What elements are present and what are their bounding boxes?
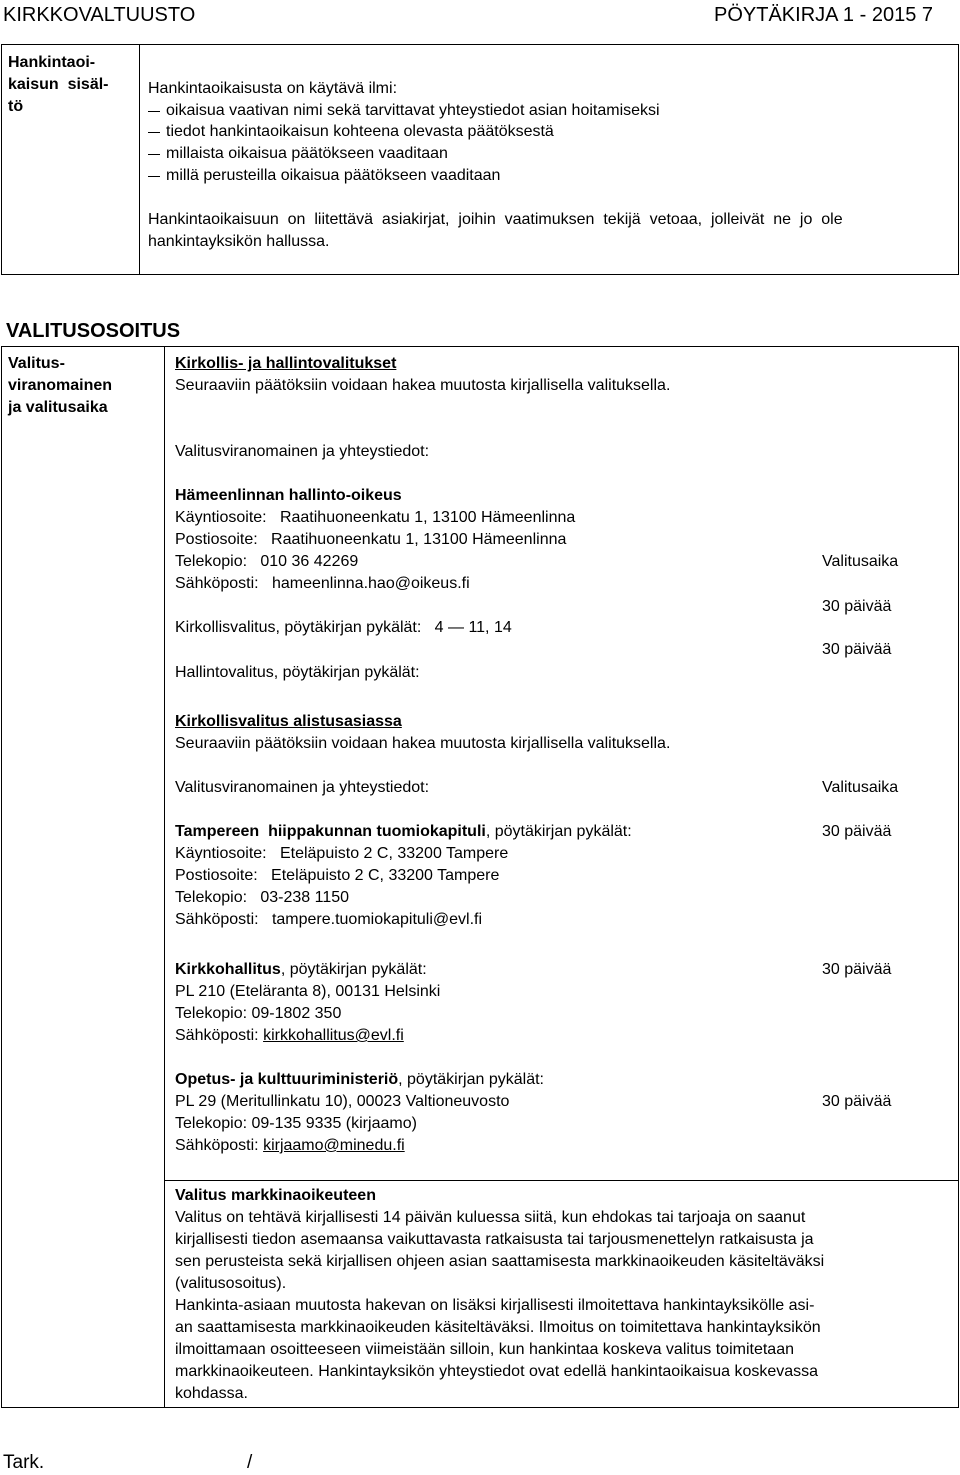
opetus-email-line [175,1135,405,1156]
kirkkohallitus-heading [175,959,427,980]
valitusosoitus-title: VALITUSOSOITUS [6,320,181,342]
hankinta-intro: Hankintaoikaisusta on käytävä ilmi: [148,80,398,97]
tampere-line: Postiosoite: Eteläpuisto 2 C, 33200 Tampere [175,867,500,884]
markkina-line: an saattamisesta markkinaoikeuden käsiteltäväksi. Ilmoitus on toimitettava hankintayksikön [175,1319,821,1336]
valitusaika-label-2: Valitusaika [822,779,899,796]
hankinta-side-label-1: Hankintaoi- [8,54,96,71]
footer-slash: / [247,1452,253,1473]
valitus-side-label-2: viranomainen [8,377,113,394]
hameenlinna-name: Hämeenlinnan hallinto-oikeus [175,487,402,504]
tampere-suffix: , pöytäkirjan pykälät: [485,823,632,840]
kirkkohallitus-email-link[interactable]: kirkkohallitus@evl.fi [263,1027,404,1044]
bullet-dash [148,111,160,112]
tampere-line: Telekopio: 03-238 1150 [175,889,350,906]
hameenlinna-line: Sähköposti: hameenlinna.hao@oikeus.fi [175,575,470,592]
opetus-suffix: , pöytäkirjan pykälät: [398,1071,544,1088]
markkina-line: sen perusteista sekä kirjallisen ohjeen asian saattamisesta markkinaoikeuden käsiteltäväksi [175,1253,825,1270]
hankinta-divider [139,44,140,275]
markkina-heading: Valitus markkinaoikeuteen [175,1187,376,1204]
hameenlinna-line: Käyntiosoite: Raatihuoneenkatu 1, 13100 Hämeenlinna [175,509,576,526]
kirkkohallitus-line: PL 210 (Eteläranta 8), 00131 Helsinki [175,983,441,1000]
bullet-dash [148,154,160,155]
alistus-heading: Kirkollisvalitus alistusasiassa [175,713,402,730]
hankinta-side-label-3: tö [8,98,24,115]
tampere-line: Sähköposti: tampere.tuomiokapituli@evl.fi [175,911,483,928]
alistus-intro: Seuraaviin päätöksiin voidaan hakea muutosta kirjallisella valituksella. [175,735,671,752]
hankinta-box [1,44,959,275]
opetus-email-link[interactable]: kirjaamo@minedu.fi [263,1137,405,1154]
valitus-side-label-1: Valitus- [8,355,65,372]
markkina-line: ilmoittamaan osoitteeseen viimeistään silloin, kun hankintaa koskeva valitus toimitetaan [175,1341,794,1358]
valitusaika-days: 30 päivää [822,598,892,615]
tampere-days: 30 päivää [822,823,892,840]
contact-heading-1: Valitusviranomainen ja yhteystiedot: [175,443,430,460]
kirkkohallitus-name: Kirkkohallitus [175,961,281,978]
markkina-line: Hankinta-asiaan muutosta hakevan on lisäksi kirjallisesti ilmoitettava hankintayksikölle asi- [175,1297,815,1314]
bullet-dash [148,176,160,177]
markkina-line: kirjallisesti tiedon asemaansa vaikuttavasta ratkaisusta tai tarjousmenettelyn ratkaisusta ja [175,1231,814,1248]
kirkollisvalitus-line: Kirkollisvalitus, pöytäkirjan pykälät: 4 — 11, 14 [175,619,512,636]
hameenlinna-line: Telekopio: 010 36 42269 [175,553,359,570]
document-title: KIRKKOVALTUUSTO [3,4,196,26]
markkina-separator [164,1180,959,1181]
opetus-line: Telekopio: 09-135 9335 (kirjaamo) [175,1115,417,1132]
kirkkohallitus-email-prefix: Sähköposti: [175,1027,264,1044]
hankinta-bullet: millaista oikaisua päätökseen vaaditaan [166,145,448,162]
valitus-divider [164,346,165,1408]
bullet-dash [148,132,160,133]
hankinta-bullet: tiedot hankintaoikaisun kohteena olevasta päätöksestä [166,123,554,140]
opetus-heading [175,1069,544,1090]
hankinta-bullet: millä perusteilla oikaisua päätökseen vaaditaan [166,167,501,184]
footer-tark: Tark. [3,1452,45,1473]
tampere-name: Tampereen hiippakunnan tuomiokapituli [175,823,486,840]
opetus-line: PL 29 (Meritullinkatu 10), 00023 Valtioneuvosto [175,1093,510,1110]
kirkkohallitus-line: Telekopio: 09-1802 350 [175,1005,342,1022]
markkina-line: (valitusosoitus). [175,1275,287,1292]
contact-heading-2: Valitusviranomainen ja yhteystiedot: [175,779,430,796]
tampere-heading [175,821,632,842]
document-page-info: PÖYTÄKIRJA 1 - 2015 7 [714,4,933,26]
valitusaika-days: 30 päivää [822,641,892,658]
kirkkohallitus-suffix: , pöytäkirjan pykälät: [280,961,427,978]
kirkkohallitus-email-line [175,1025,404,1046]
markkina-line: markkinaoikeuteen. Hankintayksikön yhteystiedot ovat edellä hankintaoikaisua koskevassa [175,1363,819,1380]
hankinta-bullet: oikaisua vaativan nimi sekä tarvittavat yhteystiedot asian hoitamiseksi [166,102,660,119]
markkina-line: Valitus on tehtävä kirjallisesti 14 päivän kuluessa siitä, kun ehdokas tai tarjoaja on saanut [175,1209,806,1226]
hankinta-side-label-2: kaisun sisäl- [8,76,109,93]
kirkollis-intro: Seuraaviin päätöksiin voidaan hakea muutosta kirjallisella valituksella. [175,377,671,394]
hallintovalitus-line: Hallintovalitus, pöytäkirjan pykälät: [175,664,420,681]
hankinta-paragraph-line: hankintayksikön hallussa. [148,233,330,250]
valitus-side-label-3: ja valitusaika [8,399,108,416]
opetus-name: Opetus- ja kulttuuriministeriö [175,1071,399,1088]
valitusaika-label-1: Valitusaika [822,553,899,570]
hankinta-paragraph-line: Hankintaoikaisuun on liitettävä asiakirjat, joihin vaatimuksen tekijä vetoaa, jolleivät ne jo ole [148,211,843,228]
tampere-line: Käyntiosoite: Eteläpuisto 2 C, 33200 Tampere [175,845,509,862]
opetus-email-prefix: Sähköposti: [175,1137,264,1154]
hameenlinna-line: Postiosoite: Raatihuoneenkatu 1, 13100 Hämeenlinna [175,531,567,548]
page-header [3,4,933,28]
kirkollis-heading: Kirkollis- ja hallintovalitukset [175,355,397,372]
markkina-line: kohdassa. [175,1385,248,1402]
opetus-days: 30 päivää [822,1093,892,1110]
kirkkohallitus-days: 30 päivää [822,961,892,978]
